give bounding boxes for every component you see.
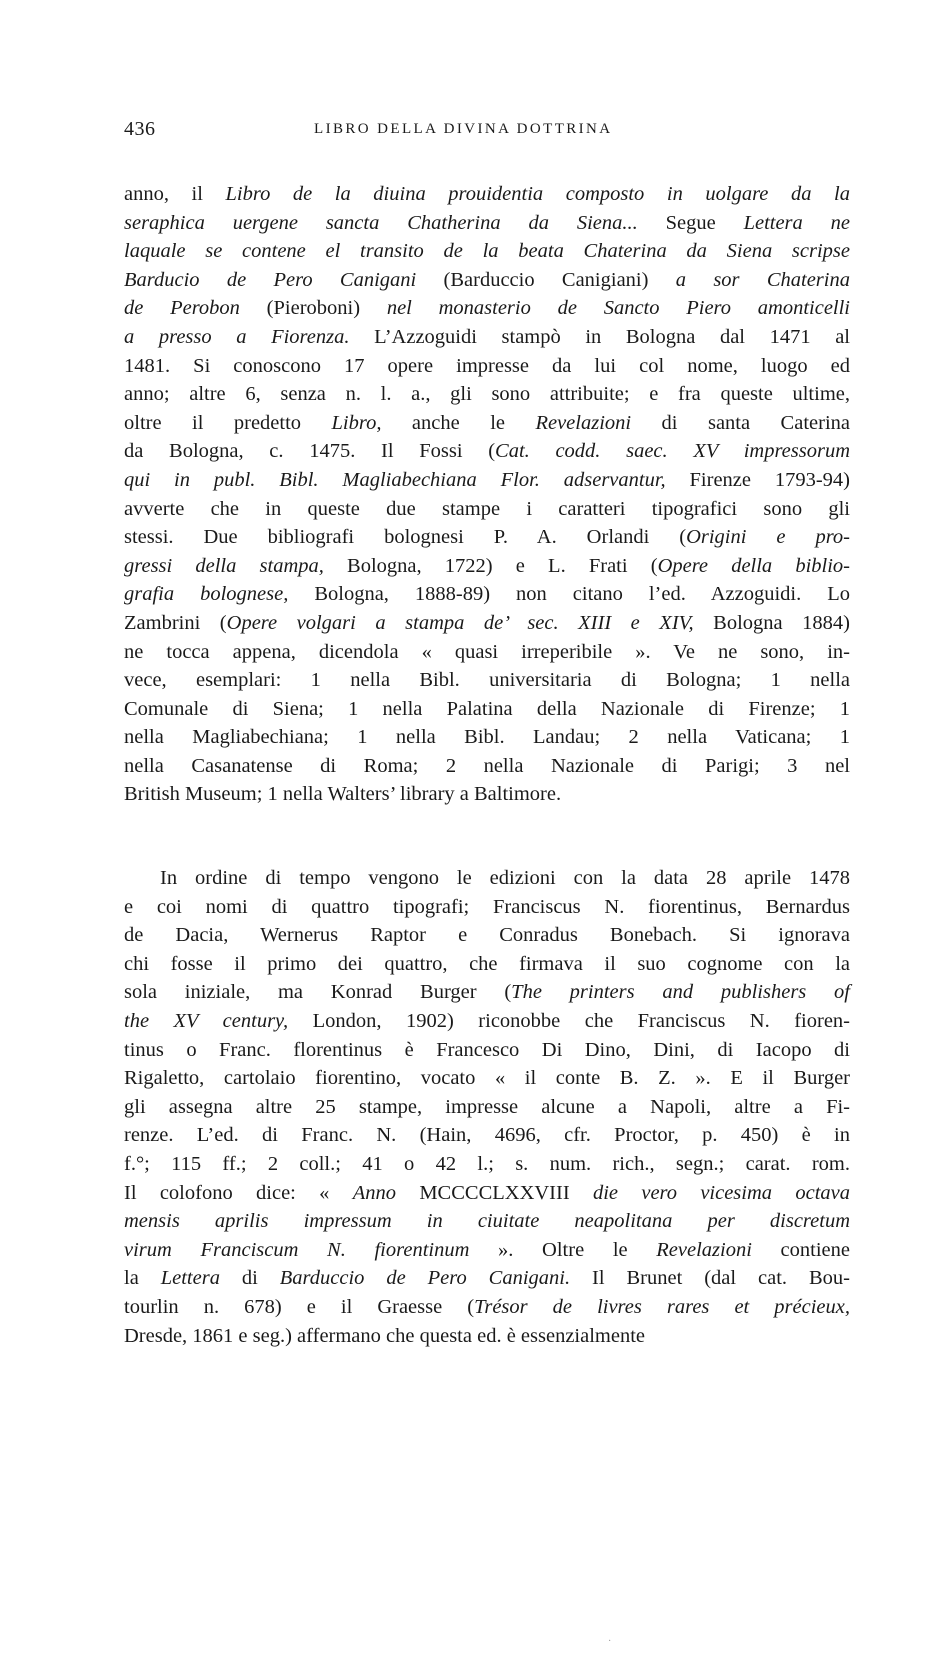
- italic-text: Lettera: [160, 1267, 220, 1290]
- text-run: chi fosse il primo dei quattro, che firmava il suo cognome con la: [124, 952, 850, 975]
- text-line: [124, 580, 850, 609]
- text-run: da Bologna, c. 1475. Il Fossi (: [124, 440, 496, 463]
- text-line: [124, 1179, 850, 1208]
- text-line: [124, 1036, 850, 1065]
- text-line: [124, 1264, 850, 1293]
- italic-text: mensis aprilis impressum in ciuitate neapolitana per discretum: [124, 1210, 850, 1233]
- text-run: sola iniziale, ma Konrad Burger (: [124, 981, 512, 1004]
- text-line: [124, 180, 850, 209]
- text-line: [124, 950, 850, 979]
- italic-text: Libro de la diuina prouidentia composto in uolgare da la: [225, 183, 850, 205]
- italic-text: Cat. codd. saec. XV impressorum: [495, 440, 850, 463]
- italic-text: Revelazioni: [535, 411, 632, 434]
- text-run: Bologna 1884): [693, 611, 850, 634]
- text-line: [124, 1007, 850, 1036]
- text-run: In ordine di tempo vengono le edizioni con la data 28 aprile 1478: [160, 867, 850, 889]
- text-line: [124, 1064, 850, 1093]
- text-run: ne tocca appena, dicendola « quasi irreperibile ». Ve ne sono, in-: [124, 640, 850, 663]
- text-run: London, 1902) riconobbe che Franciscus N. fioren-: [288, 1009, 850, 1032]
- text-run: Dresde, 1861 e seg.) affermano che questa ed. è essenzialmente: [124, 1324, 646, 1347]
- italic-text: Anno: [352, 1181, 397, 1204]
- text-run: Zambrini (: [124, 611, 227, 634]
- italic-text: The printers and publishers of: [511, 981, 850, 1004]
- text-run: vece, esemplari: 1 nella Bibl. universitaria di Bologna; 1 nella: [124, 669, 850, 692]
- text-line: [124, 409, 850, 438]
- italic-text: a sor Chaterina: [675, 268, 850, 291]
- text-line: [124, 978, 850, 1007]
- italic-text: de Perobon: [124, 297, 240, 320]
- text-run: la: [124, 1267, 161, 1290]
- text-line: [124, 495, 850, 524]
- text-run: tourlin n. 678) e il Graesse (: [124, 1295, 475, 1318]
- footer-mark: ·: [608, 1636, 612, 1647]
- italic-text: seraphica uergene sancta Chatherina da Siena...: [124, 211, 638, 234]
- text-line: [124, 609, 850, 638]
- text-run: Rigaletto, cartolaio fiorentino, vocato « il conte B. Z. ». E il Burger: [124, 1067, 850, 1090]
- italic-text: Trésor de livres rares et précieux,: [474, 1295, 850, 1318]
- text-run: anno, il: [124, 183, 226, 205]
- text-line: [124, 1293, 850, 1322]
- text-run: stessi. Due bibliografi bolognesi P. A. Orlandi (: [124, 526, 687, 549]
- text-line: [124, 1093, 850, 1122]
- text-run: avverte che in queste due stampe i caratteri tipografici sono gli: [124, 497, 850, 520]
- text-line: [124, 695, 850, 724]
- text-line: [124, 1207, 850, 1236]
- italic-text: Revelazioni: [656, 1238, 752, 1261]
- italic-text: die vero vicesima octava: [592, 1181, 850, 1204]
- italic-text: Opere volgari a stampa de’ sec. XIII e XIV,: [226, 611, 694, 634]
- text-line: [124, 1322, 850, 1351]
- italic-text: Lettera ne: [743, 211, 850, 234]
- text-line: [124, 266, 850, 295]
- text-run: nella Magliabechiana; 1 nella Bibl. Landau; 2 nella Vaticana; 1: [124, 726, 850, 749]
- text-line: [124, 752, 850, 781]
- text-line: [124, 466, 850, 495]
- text-run: nella Casanatense di Roma; 2 nella Nazionale di Parigi; 3 nel: [124, 754, 850, 777]
- text-run: (Pieroboni): [239, 297, 387, 320]
- text-line: [124, 352, 850, 381]
- italic-text: Barduccio de Pero Canigani.: [279, 1267, 571, 1290]
- text-line: [124, 437, 850, 466]
- italic-text: a presso a Fiorenza.: [124, 325, 350, 348]
- text-run: Firenze 1793-94): [665, 468, 851, 491]
- text-run: contiene: [751, 1238, 850, 1261]
- text-run: Segue: [637, 211, 744, 234]
- text-line: [124, 864, 850, 893]
- text-line: [124, 209, 850, 238]
- text-line: [124, 893, 850, 922]
- text-run: tinus o Franc. florentinus è Francesco Di Dino, Dini, di Iacopo di: [124, 1038, 850, 1061]
- text-run: ». Oltre le: [469, 1238, 657, 1261]
- text-line: [124, 323, 850, 352]
- text-run: anche le: [381, 411, 536, 434]
- paragraph-1: [124, 180, 850, 809]
- text-run: de Dacia, Wernerus Raptor e Conradus Bonebach. Si ignorava: [124, 924, 850, 947]
- text-run: Il Brunet (dal cat. Bou-: [570, 1267, 850, 1290]
- text-line: [124, 921, 850, 950]
- italic-text: Origini e pro-: [686, 526, 850, 549]
- text-line: [124, 523, 850, 552]
- text-run: renze. L’ed. di Franc. N. (Hain, 4696, cfr. Proctor, p. 450) è in: [124, 1124, 850, 1147]
- text-run: L’Azzoguidi stampò in Bologna dal 1471 al: [349, 325, 850, 348]
- italic-text: Opere della biblio-: [657, 554, 851, 577]
- text-run: Il colofono dice: «: [124, 1181, 353, 1204]
- italic-text: nel monasterio de Sancto Piero amonticelli: [386, 297, 851, 320]
- italic-text: Libro,: [331, 411, 382, 434]
- text-line: [124, 237, 850, 266]
- text-run: anno; altre 6, senza n. l. a., gli sono attribuite; e fra queste ultime,: [124, 383, 850, 406]
- text-line: [124, 638, 850, 667]
- italic-text: virum Franciscum N. fiorentinum: [124, 1238, 470, 1261]
- italic-text: laquale se contene el transito de la beata Chaterina da Siena scripse: [124, 240, 850, 263]
- text-run: gli assegna altre 25 stampe, impresse alcune a Napoli, altre a Fi-: [124, 1095, 850, 1118]
- text-run: Bologna, 1722) e L. Frati (: [323, 554, 658, 577]
- text-run: 1481. Si conoscono 17 opere impresse da lui col nome, luogo ed: [124, 354, 850, 377]
- text-run: di santa Caterina: [631, 411, 850, 434]
- text-run: f.°; 115 ff.; 2 coll.; 41 o 42 l.; s. num. rich., segn.; carat. rom.: [124, 1152, 850, 1175]
- italic-text: qui in publ. Bibl. Magliabechiana Flor. adservantur,: [124, 468, 666, 491]
- running-title: LIBRO DELLA DIVINA DOTTRINA: [314, 121, 613, 137]
- paragraph-2: [124, 864, 850, 1350]
- text-line: [124, 294, 850, 323]
- italic-text: gressi della stampa,: [124, 554, 324, 577]
- page-header: [124, 118, 848, 148]
- text-line: [124, 552, 850, 581]
- text-run: British Museum; 1 nella Walters’ library a Baltimore.: [124, 783, 562, 806]
- text-run: e coi nomi di quattro tipografi; Franciscus N. fiorentinus, Bernardus: [124, 895, 850, 918]
- text-line: [124, 780, 850, 809]
- text-run: Comunale di Siena; 1 nella Palatina della Nazionale di Firenze; 1: [124, 697, 850, 720]
- italic-text: the XV century,: [124, 1009, 289, 1032]
- text-run: oltre il predetto: [124, 411, 332, 434]
- text-line: [124, 666, 850, 695]
- text-run: MCCCCLXXVIII: [396, 1181, 593, 1204]
- italic-text: grafia bolognese,: [124, 583, 289, 606]
- text-run: (Barduccio Canigiani): [416, 268, 676, 291]
- text-line: [124, 380, 850, 409]
- text-run: Bologna, 1888-89) non citano l’ed. Azzoguidi. Lo: [288, 583, 850, 606]
- text-line: [124, 1236, 850, 1265]
- text-line: [124, 1121, 850, 1150]
- text-run: di: [219, 1267, 280, 1290]
- italic-text: Barducio de Pero Canigani: [124, 268, 417, 291]
- text-line: [124, 723, 850, 752]
- text-line: [124, 1150, 850, 1179]
- page-number: 436: [124, 118, 156, 140]
